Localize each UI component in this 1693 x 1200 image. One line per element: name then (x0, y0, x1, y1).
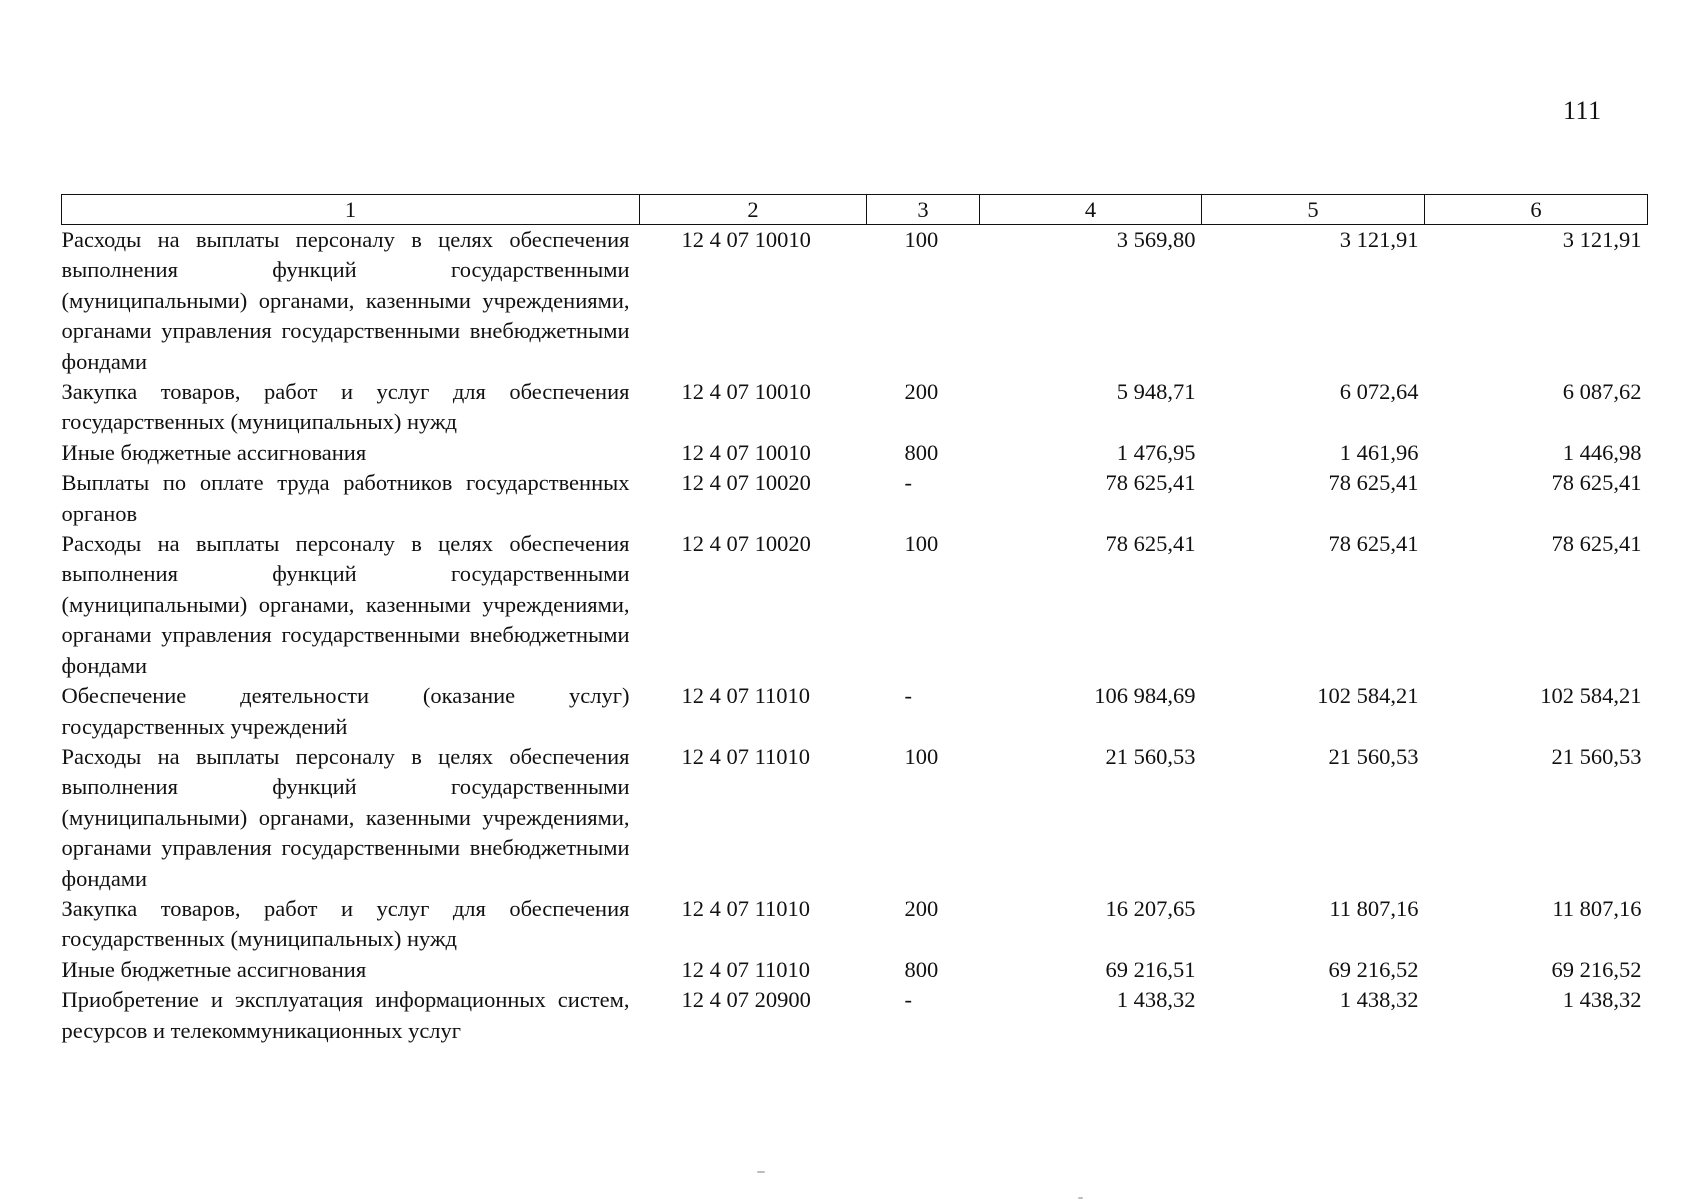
table-row (62, 742, 1648, 894)
row-type: 100 (904, 531, 939, 557)
column-header-3: 3 (867, 195, 980, 225)
row-type: - (904, 683, 912, 709)
row-value-4: 106 984,69 (1094, 683, 1196, 709)
row-name: Обеспечение деятельности (оказание услуг) государственных учреждений (61, 683, 630, 739)
row-value-5: 21 560,53 (1328, 743, 1419, 769)
row-value-5: 69 216,52 (1328, 956, 1419, 982)
row-type: 800 (904, 439, 939, 465)
row-value-6: 1 446,98 (1562, 439, 1642, 465)
row-value-6: 69 216,52 (1551, 956, 1642, 982)
row-code: 12 4 07 10010 (681, 439, 811, 465)
row-name: Расходы на выплаты персоналу в целях обеспечения выполнения функций государственными (муниципальными) органами, казенными учреждениями, органами управления государственными внебюджетными фондами (61, 531, 630, 678)
row-value-6: 1 438,32 (1562, 987, 1642, 1013)
row-value-6: 21 560,53 (1551, 743, 1642, 769)
row-value-6: 6 087,62 (1562, 379, 1642, 405)
row-value-6: 102 584,21 (1540, 683, 1642, 709)
table-row (62, 377, 1648, 438)
table-row (62, 985, 1648, 1046)
table-header (62, 195, 1648, 225)
row-value-4: 1 438,32 (1116, 987, 1196, 1013)
column-header-6: 6 (1425, 195, 1648, 225)
row-value-4: 78 625,41 (1105, 470, 1196, 496)
row-value-6: 78 625,41 (1551, 470, 1642, 496)
row-type: - (904, 470, 912, 496)
row-name: Расходы на выплаты персоналу в целях обеспечения выполнения функций государственными (муниципальными) органами, казенными учреждениями, органами управления государственными внебюджетными фондами (61, 227, 630, 374)
row-value-5: 78 625,41 (1328, 470, 1419, 496)
row-value-4: 21 560,53 (1105, 743, 1196, 769)
row-value-5: 6 072,64 (1339, 379, 1419, 405)
row-type: 200 (904, 379, 939, 405)
row-code: 12 4 07 11010 (681, 683, 811, 709)
column-header-1: 1 (62, 195, 640, 225)
row-code: 12 4 07 10020 (681, 470, 811, 496)
row-value-6: 3 121,91 (1562, 227, 1642, 252)
row-code: 12 4 07 11010 (681, 895, 811, 921)
row-type: - (904, 987, 912, 1013)
row-value-4: 69 216,51 (1105, 956, 1196, 982)
row-value-5: 11 807,16 (1329, 895, 1419, 921)
table-row (62, 681, 1648, 742)
row-type: 100 (904, 743, 939, 769)
row-value-6: 78 625,41 (1551, 531, 1642, 557)
row-type: 100 (904, 227, 939, 252)
row-code: 12 4 07 20900 (681, 987, 811, 1013)
row-value-4: 1 476,95 (1116, 439, 1196, 465)
column-header-2: 2 (640, 195, 867, 225)
table-row (62, 438, 1648, 468)
page-number: 111 (1563, 96, 1602, 125)
scan-speck (1078, 1197, 1083, 1199)
row-value-5: 1 438,32 (1339, 987, 1419, 1013)
row-code: 12 4 07 10020 (681, 531, 811, 557)
row-value-6: 11 807,16 (1552, 895, 1642, 921)
column-header-4: 4 (980, 195, 1202, 225)
row-value-4: 16 207,65 (1105, 895, 1196, 921)
scan-speck (757, 1171, 765, 1173)
row-value-4: 3 569,80 (1116, 227, 1196, 252)
table-row (62, 955, 1648, 985)
row-type: 800 (904, 956, 939, 982)
row-value-5: 102 584,21 (1317, 683, 1419, 709)
table-row (62, 894, 1648, 955)
row-name: Приобретение и эксплуатация информационных систем, ресурсов и телекоммуникационных услуг (61, 987, 630, 1043)
row-code: 12 4 07 11010 (681, 743, 811, 769)
table-row (62, 468, 1648, 529)
row-type: 200 (904, 895, 939, 921)
row-name: Иные бюджетные ассигнования (61, 439, 367, 465)
row-code: 12 4 07 10010 (681, 227, 811, 252)
row-value-4: 78 625,41 (1105, 531, 1196, 557)
budget-table (61, 194, 1648, 1046)
row-value-5: 3 121,91 (1339, 227, 1419, 252)
table-row (62, 529, 1648, 681)
row-value-4: 5 948,71 (1116, 379, 1196, 405)
column-header-5: 5 (1202, 195, 1425, 225)
row-code: 12 4 07 11010 (681, 956, 811, 982)
row-value-5: 1 461,96 (1339, 439, 1419, 465)
row-name: Расходы на выплаты персоналу в целях обеспечения выполнения функций государственными (муниципальными) органами, казенными учреждениями, органами управления государственными внебюджетными фондами (61, 743, 630, 891)
row-name: Выплаты по оплате труда работников государственных органов (61, 470, 630, 526)
table-row (62, 225, 1648, 378)
row-value-5: 78 625,41 (1328, 531, 1419, 557)
row-name: Закупка товаров, работ и услуг для обеспечения государственных (муниципальных) нужд (61, 379, 630, 435)
row-name: Иные бюджетные ассигнования (61, 956, 367, 982)
row-code: 12 4 07 10010 (681, 379, 811, 405)
header-row (62, 195, 1648, 225)
row-name: Закупка товаров, работ и услуг для обеспечения государственных (муниципальных) нужд (61, 895, 630, 952)
table-body (62, 225, 1648, 1046)
